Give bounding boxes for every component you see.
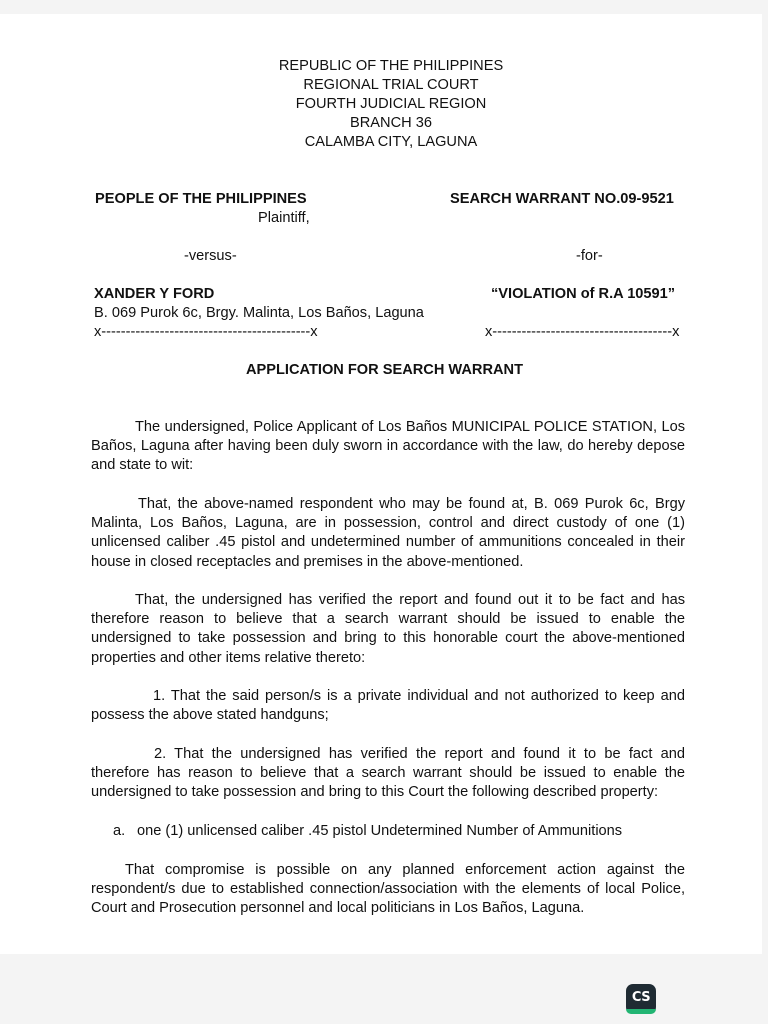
violation-label: “VIOLATION of R.A 10591”: [491, 286, 676, 302]
paragraph-1: [91, 418, 685, 476]
header-republic: REPUBLIC OF THE PHILIPPINES: [278, 58, 504, 74]
for-label: -for-: [576, 248, 603, 264]
paragraph-3-text: That, the undersigned has verified the report and found out it to be fact and has therefore reason to believe that a search warrant should be issued to enable the undersigned to take possession and bring to this honorable court the above-mentioned properties and other items relative thereto:: [91, 592, 685, 666]
numbered-item-2-text: 2. That the undersigned has verified the report and found it to be fact and therefore has reason to believe that a search warrant should be issued to enable the undersigned to take possession and bring to this Court the following described property:: [91, 746, 685, 801]
left-divider: x-------------------------------------------x: [94, 324, 318, 340]
header-city: CALAMBA CITY, LAGUNA: [304, 134, 478, 150]
numbered-item-1-text: 1. That the said person/s is a private individual and not authorized to keep and possess the above stated handguns;: [91, 688, 685, 724]
numbered-item-1: [91, 687, 685, 725]
header-region: FOURTH JUDICIAL REGION: [295, 96, 487, 112]
header-court: REGIONAL TRIAL COURT: [303, 77, 479, 93]
camscanner-logo-text: CS: [631, 990, 651, 1005]
right-divider: x-------------------------------------x: [485, 324, 680, 340]
paragraph-1-text: The undersigned, Police Applicant of Los Baños MUNICIPAL POLICE STATION, Los Baños, Laguna after having been duly sworn in accordance with the law, do hereby depose and state to wit:: [91, 419, 685, 474]
paragraph-3: [91, 591, 685, 668]
numbered-item-2: [91, 745, 685, 803]
paragraph-2-text: That, the above-named respondent who may be found at, B. 069 Purok 6c, Brgy Malinta, Los Baños, Laguna, are in possession, control and direct custody of one (1) unlicensed caliber .45 pistol and undetermined number of ammunitions concealed in their house in closed receptacles and premises in the above-mentioned.: [91, 496, 685, 570]
respondent-name: XANDER Y FORD: [94, 286, 215, 302]
paragraph-2: [91, 495, 685, 572]
list-item-a-marker: a.: [113, 823, 126, 839]
versus-label: -versus-: [184, 248, 237, 264]
document-title: APPLICATION FOR SEARCH WARRANT: [246, 362, 524, 378]
plaintiff-role: Plaintiff,: [258, 210, 310, 226]
list-item-a-text: one (1) unlicensed caliber .45 pistol Undetermined Number of Ammunitions: [137, 823, 623, 839]
paragraph-4: [91, 861, 685, 919]
respondent-address: B. 069 Purok 6c, Brgy. Malinta, Los Baños, Laguna: [94, 305, 424, 321]
camscanner-logo-accent: [626, 1009, 656, 1014]
header-branch: BRANCH 36: [350, 115, 432, 131]
document-page: [0, 14, 762, 954]
camscanner-logo: [626, 984, 656, 1014]
warrant-number: SEARCH WARRANT NO.09-9521: [450, 191, 674, 207]
plaintiff-name: PEOPLE OF THE PHILIPPINES: [95, 191, 307, 207]
paragraph-4-text: That compromise is possible on any planned enforcement action against the respondent/s due to established connection/association with the elements of local Police, Court and Prosecution personnel and local politicians in Los Baños, Laguna.: [91, 862, 685, 917]
